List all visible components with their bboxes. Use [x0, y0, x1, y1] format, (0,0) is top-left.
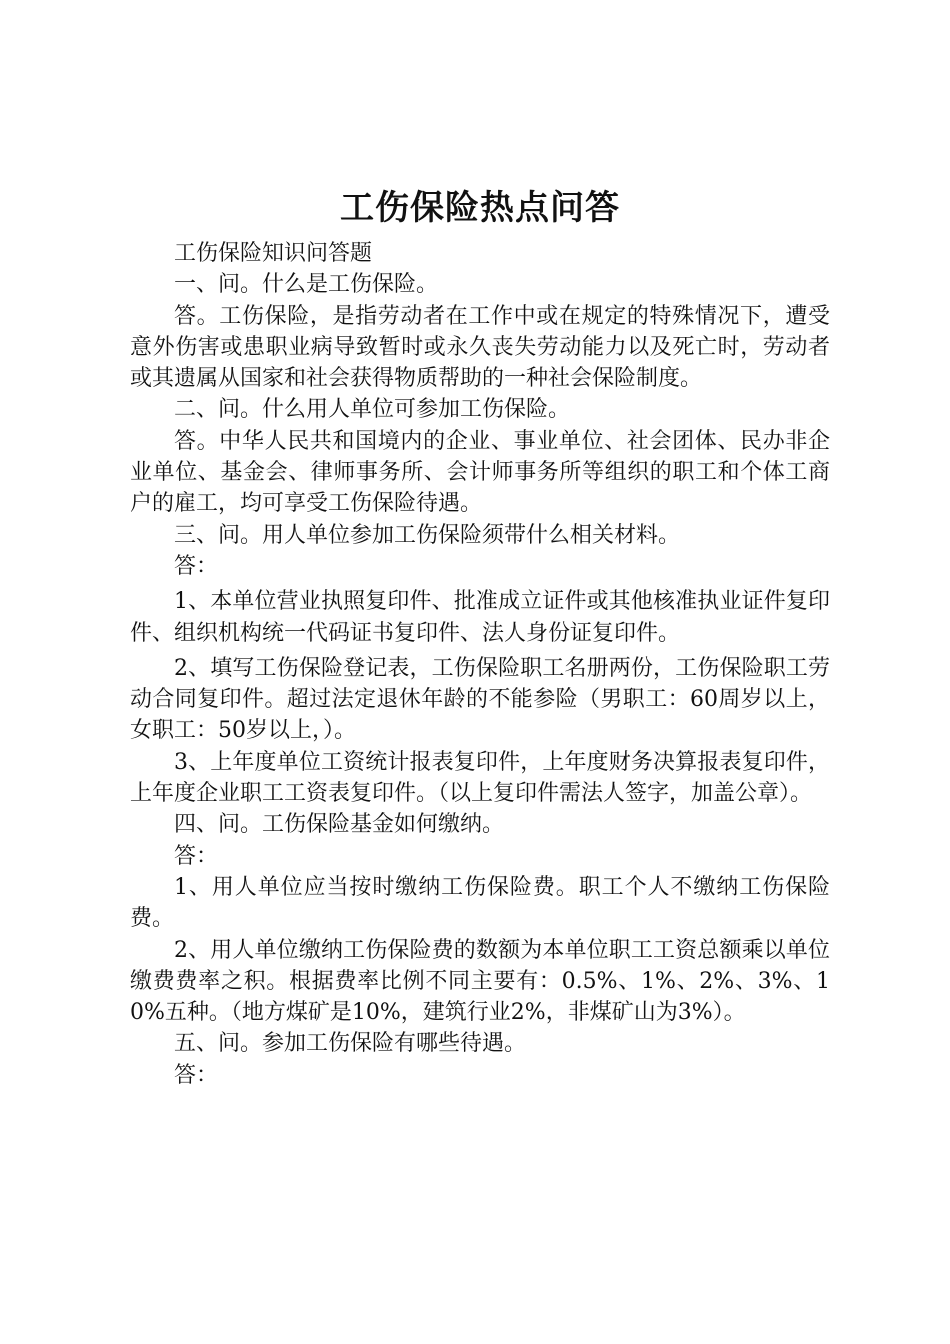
answer-4-item-2: 2、用人单位缴纳工伤保险费的数额为本单位职工工资总额乘以单位缴费费率之积。根据费率比例不同主要有：0.5%、1%、2%、3%、10%五种。（地方煤矿是10%，建筑行业2%，非煤矿山为3%）。 — [130, 937, 830, 1026]
answer-4-item-1: 1、用人单位应当按时缴纳工伤保险费。职工个人不缴纳工伤保险费。 — [130, 874, 830, 932]
answer-3-item-1: 1、本单位营业执照复印件、批准成立证件或其他核准执业证件复印件、组织机构统一代码证书复印件、法人身份证复印件。 — [130, 589, 830, 646]
question-5: 五、问。参加工伤保险有哪些待遇。 — [174, 1031, 527, 1057]
section-heading: 工伤保险知识问答题 — [174, 241, 373, 266]
question-1: 一、问。什么是工伤保险。 — [174, 272, 439, 298]
answer-3-label: 答： — [174, 553, 219, 579]
question-3: 三、问。用人单位参加工伤保险须带什么相关材料。 — [174, 522, 681, 548]
answer-1: 答。工伤保险，是指劳动者在工作中或在规定的特殊情况下，遭受意外伤害或患职业病导致暂时或永久丧失劳动能力以及死亡时，劳动者或其遗属从国家和社会获得物质帮助的一种社会保险制度。 — [130, 303, 830, 392]
question-2: 二、问。什么用人单位可参加工伤保险。 — [174, 397, 571, 423]
document-title: 工伤保险热点问答 — [340, 188, 620, 228]
document-page — [130, 182, 830, 1091]
answer-5-label: 答： — [174, 1062, 219, 1088]
answer-3-item-2: 2、填写工伤保险登记表，工伤保险职工名册两份，工伤保险职工劳动合同复印件。超过法定退休年龄的不能参险（男职工：60周岁以上，女职工：50岁以上，）。 — [130, 655, 830, 744]
answer-4-label: 答： — [174, 843, 219, 869]
answer-2: 答。中华人民共和国境内的企业、事业单位、社会团体、民办非企业单位、基金会、律师事务所、会计师事务所等组织的职工和个体工商户的雇工，均可享受工伤保险待遇。 — [130, 428, 830, 517]
answer-3-item-3: 3、上年度单位工资统计报表复印件，上年度财务决算报表复印件，上年度企业职工工资表复印件。（以上复印件需法人签字，加盖公章）。 — [130, 749, 830, 807]
question-4: 四、问。工伤保险基金如何缴纳。 — [174, 812, 505, 838]
